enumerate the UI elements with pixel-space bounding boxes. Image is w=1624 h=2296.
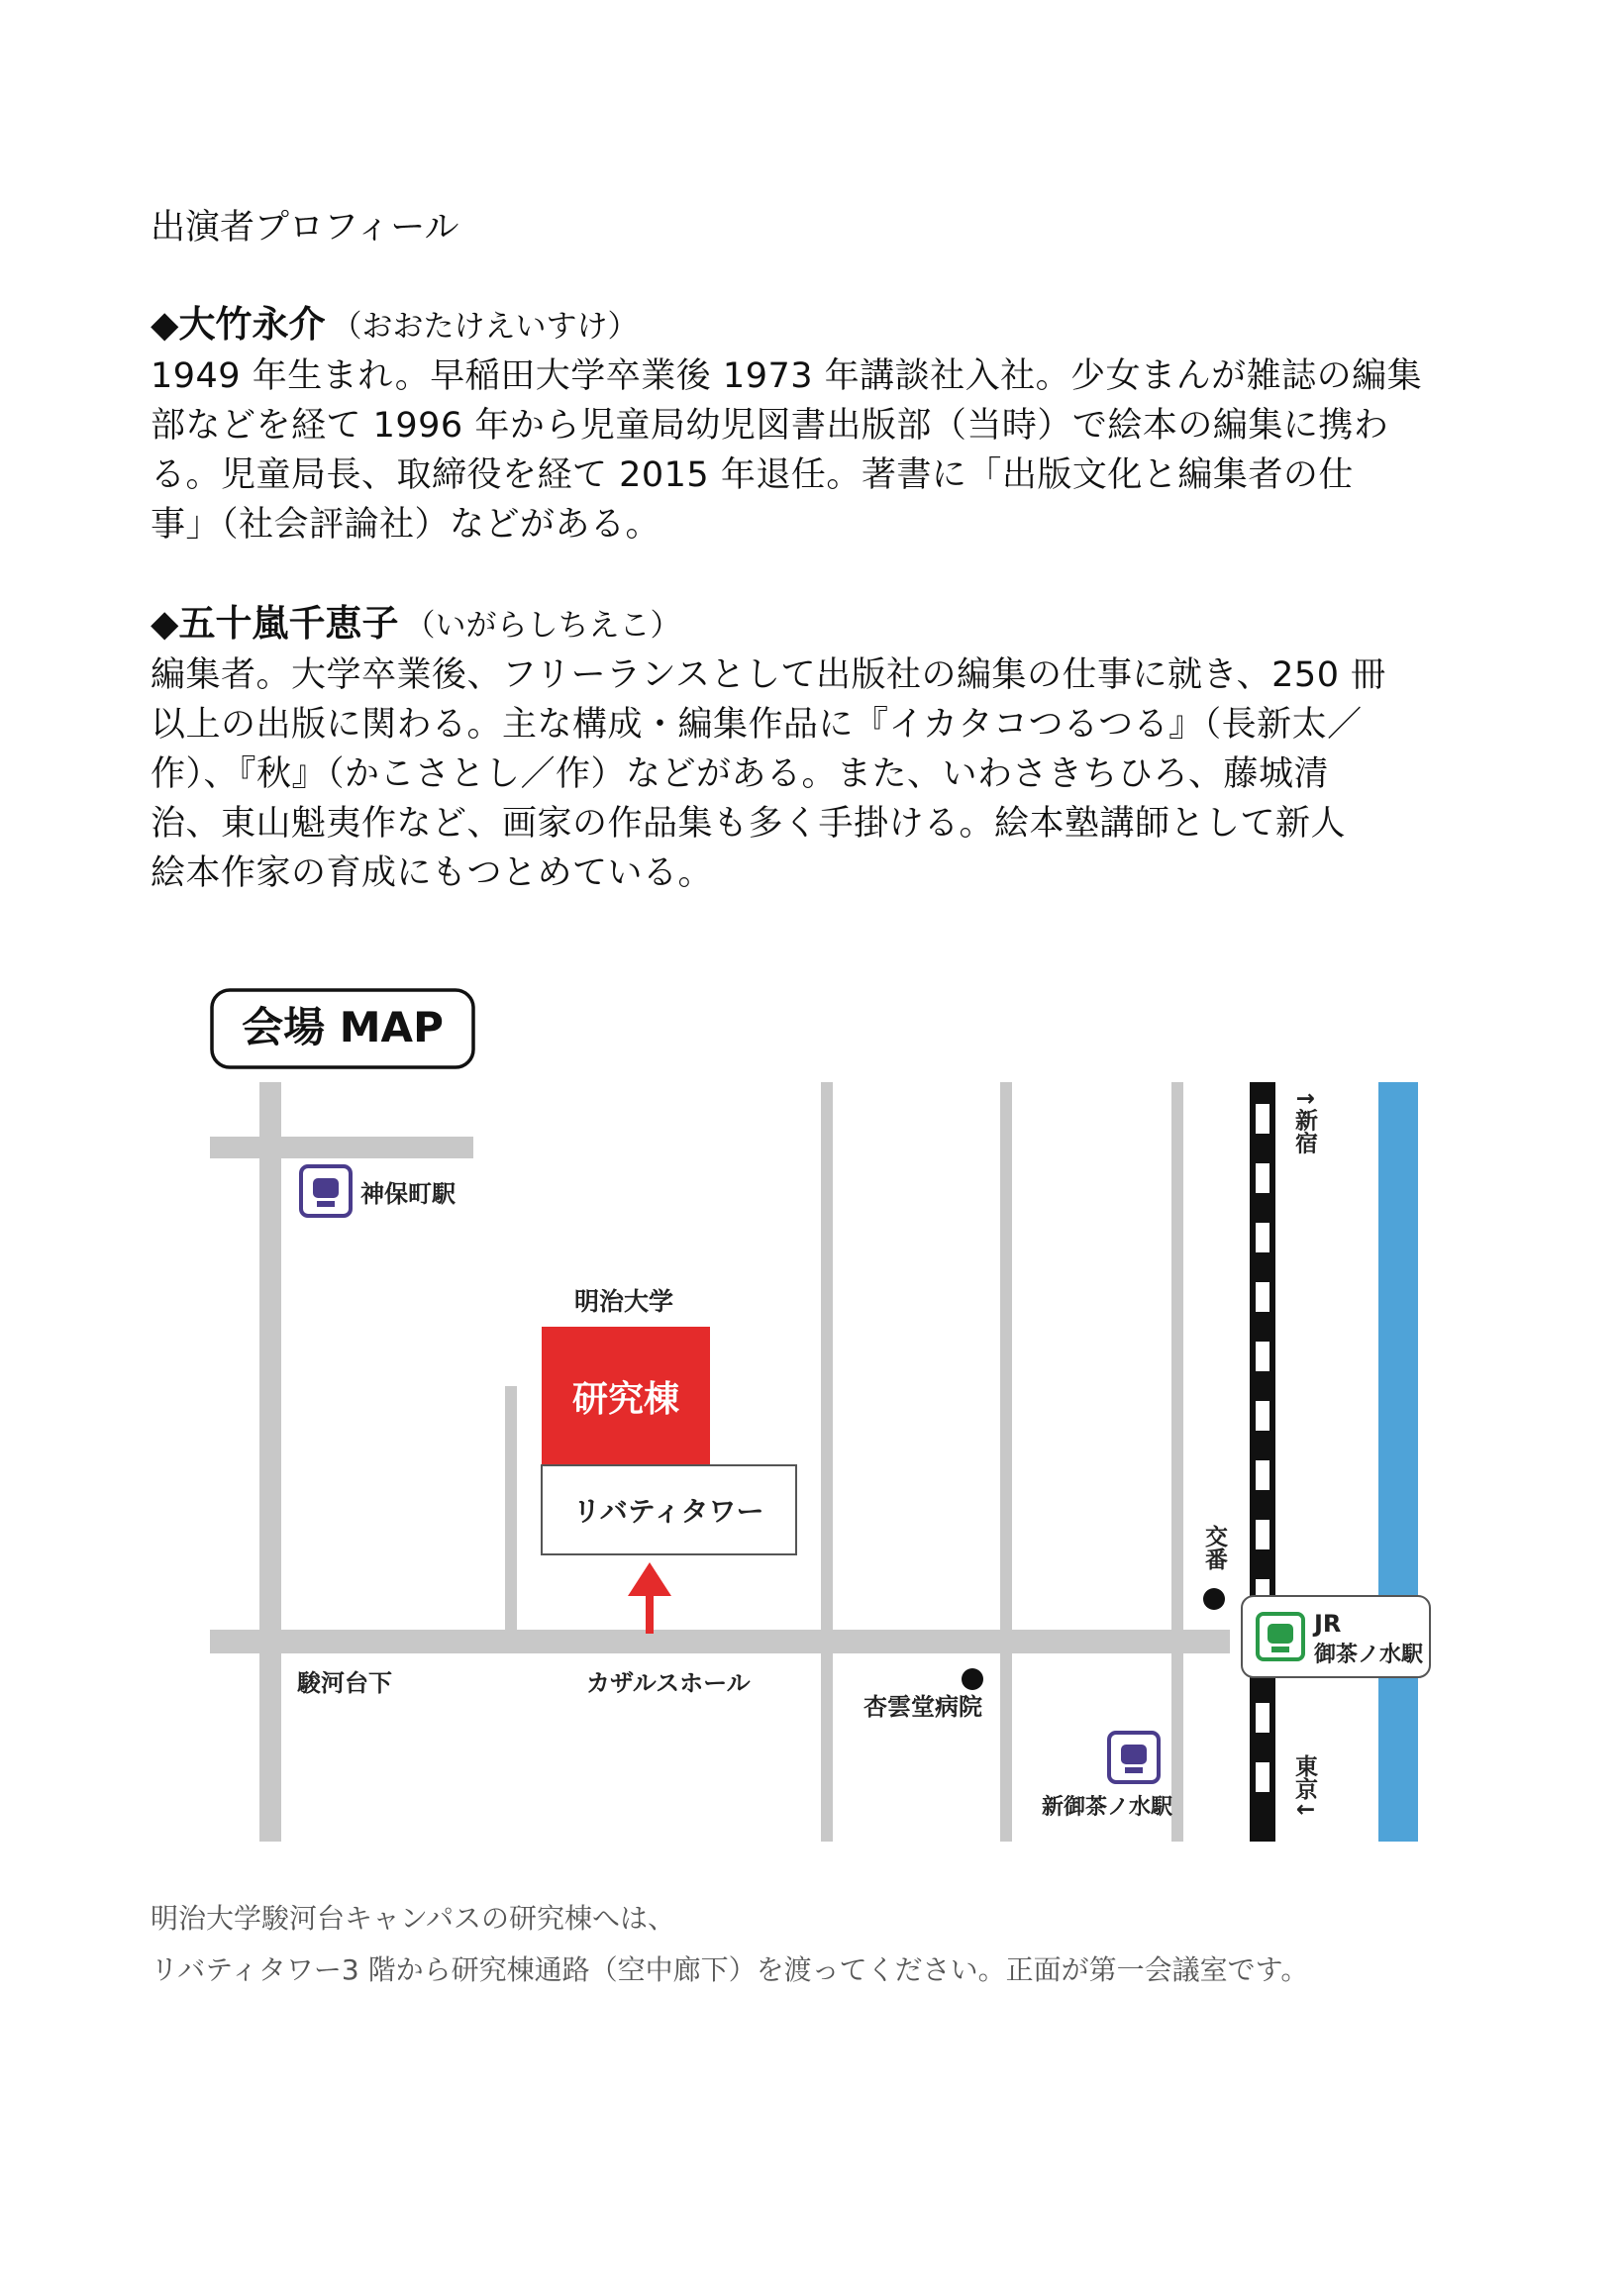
jr-station: [1242, 1596, 1430, 1677]
entrance-arrow: [628, 1562, 671, 1634]
jr-station-label: 御茶ノ水駅: [1314, 1643, 1424, 1667]
person-bio: [151, 650, 1507, 898]
jr-label: JR: [1314, 1610, 1342, 1638]
person-name: ◆五十嵐千恵子: [151, 602, 399, 645]
person-name-line: [151, 599, 1507, 650]
bio-line: 1949 年生まれ。早稲田大学卒業後 1973 年講談社入社。少女まんが雑誌の編集: [151, 356, 1423, 396]
road-main-horizontal: [210, 1630, 1230, 1653]
road-vertical-2: [505, 1386, 517, 1642]
road-vertical-5: [1171, 1082, 1183, 1842]
surugadai-label: 駿河台下: [297, 1669, 392, 1697]
tokyo-direction: 東京↓: [1291, 1754, 1317, 1820]
road-horizontal-top: [210, 1137, 473, 1158]
hospital-marker: [962, 1668, 983, 1690]
person-otake: [151, 300, 1507, 549]
venue-map-graphic: [151, 950, 1428, 1842]
shinjuku-direction: ↑新宿: [1291, 1089, 1317, 1154]
bio-line: 事」（社会評論社）などがある。: [151, 505, 661, 545]
road-vertical-1: [259, 1082, 281, 1842]
koban-marker: [1203, 1588, 1225, 1610]
person-bio: [151, 351, 1507, 549]
map-title: 会場 MAP: [242, 1003, 444, 1051]
bio-line: る。児童局長、取締役を経て 2015 年退任。著書に「出版文化と編集者の仕: [151, 455, 1354, 495]
bio-line: 絵本作家の育成にもつとめている。: [151, 853, 714, 893]
bio-line: 以上の出版に関わる。主な構成・編集作品に『イカタコつるつる』（長新太／: [151, 705, 1363, 745]
kyoundo-label: 杏雲堂病院: [863, 1693, 982, 1721]
kenkyuto-label: 研究棟: [571, 1379, 680, 1420]
profile-heading: 出演者プロフィール: [151, 208, 459, 248]
person-reading: （おおたけえいすけ）: [331, 309, 639, 345]
map-caption: [151, 1893, 1537, 1996]
casals-label: カザルスホール: [586, 1669, 751, 1697]
venue-map: [151, 950, 1428, 1842]
shin-ochanomizu-station: [1042, 1733, 1172, 1820]
koban-label: 交番: [1201, 1525, 1227, 1570]
liberty-label: リバティタワー: [572, 1495, 764, 1528]
bio-line: 部などを経て 1996 年から児童局幼児図書出版部（当時）で絵本の編集に携わ: [151, 406, 1389, 446]
performer-profile: [151, 203, 1507, 948]
caption-line: 明治大学駿河台キャンパスの研究棟へは、: [151, 1902, 676, 1935]
shin-ochanomizu-label: 新御茶ノ水駅: [1042, 1795, 1173, 1820]
person-reading: （いがらしちえこ）: [404, 608, 681, 644]
person-name: ◆大竹永介: [151, 303, 326, 346]
jr-railway: [1250, 1082, 1275, 1842]
meiji-label: 明治大学: [573, 1287, 674, 1316]
bio-line: 治、東山魁夷作など、画家の作品集も多く手掛ける。絵本塾講師として新人: [151, 804, 1347, 844]
person-igarashi: [151, 599, 1507, 898]
jimbocho-station: [301, 1166, 456, 1216]
caption-line: リバティタワー3 階から研究棟通路（空中廊下）を渡ってください。正面が第一会議室です。: [151, 1953, 1309, 1986]
road-vertical-3: [821, 1082, 833, 1842]
jimbocho-label: 神保町駅: [360, 1180, 456, 1208]
bio-line: 編集者。大学卒業後、フリーランスとして出版社の編集の仕事に就き、250 冊: [151, 655, 1386, 695]
map-title-box: [212, 990, 473, 1067]
person-name-line: [151, 300, 1507, 351]
road-vertical-4: [1000, 1082, 1012, 1842]
bio-line: 作）、『秋』（かこさとし／作）などがある。また、いわさきちひろ、藤城清: [151, 754, 1330, 794]
river: [1378, 1082, 1418, 1842]
